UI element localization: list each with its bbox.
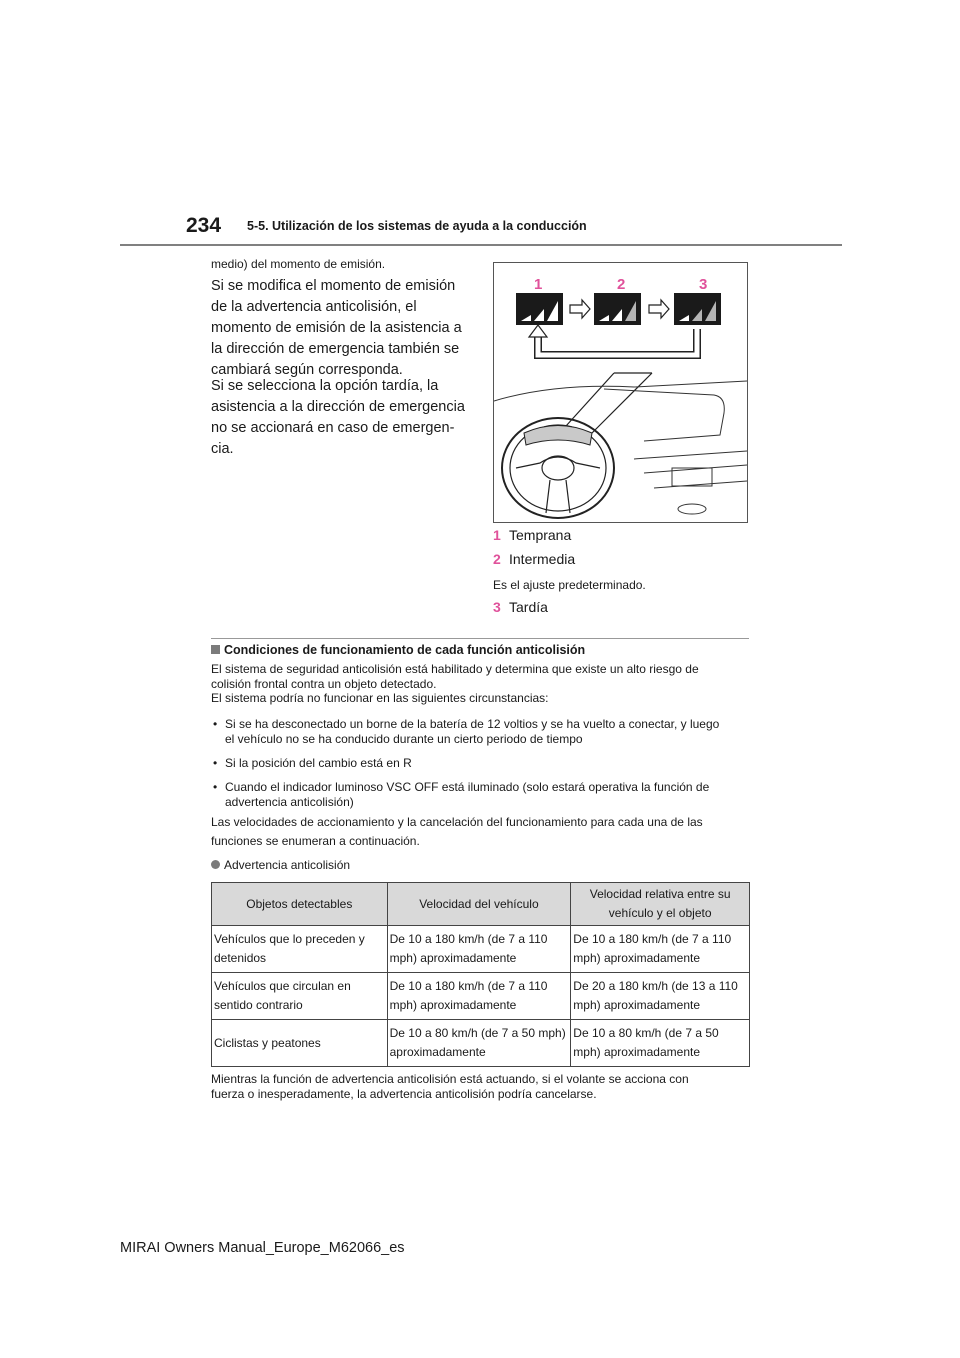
paragraph-late-option: Si se selecciona la opción tardía, la asistencia a la dirección de emergencia no se accionará en caso de emergen-cia. [211, 378, 465, 457]
figure-label-1: 1 [534, 276, 543, 293]
list-item-line: Si la posición del cambio está en R [225, 756, 412, 770]
continued-text: medio) del momento de emisión. [211, 257, 386, 271]
intro-line: colisión frontal contra un objeto detectado. [211, 676, 437, 691]
table-cell: De 10 a 80 km/h (de 7 a 50 mph) aproximadamente [387, 1020, 571, 1067]
table-cell: Vehículos que lo preceden y detenidos [212, 926, 388, 973]
table-header: Velocidad del vehículo [387, 883, 571, 926]
intro-line: El sistema de seguridad anticolisión está habilitado y determina que existe un alto riesgo de [211, 662, 699, 676]
legend-label: Tardía [509, 599, 548, 615]
arrow-up-icon [529, 325, 547, 337]
sub-heading [211, 858, 350, 872]
table-cell: De 10 a 80 km/h (de 7 a 50 mph) aproximadamente [571, 1020, 750, 1067]
table-cell: De 10 a 180 km/h (de 7 a 110 mph) aproximadamente [571, 926, 750, 973]
legend-number: 3 [493, 599, 501, 615]
legend-label: Intermedia [509, 551, 576, 567]
list-item: • Si se ha desconectado un borne de la batería de 12 voltios y se ha vuelto a conectar, y luego el vehículo no se ha conducido durante un cierto periodo de tiempo [211, 717, 756, 746]
table-header: Velocidad relativa entre su vehículo y el objeto [571, 883, 750, 926]
closing-line: fuerza o inesperadamente, la advertencia anticolisión podría cancelarse. [211, 1086, 597, 1101]
default-setting-note: Es el ajuste predeterminado. [493, 578, 646, 592]
legend-number: 1 [493, 527, 501, 543]
timing-setting-illustration [493, 262, 748, 523]
speeds-intro-line-1: Las velocidades de accionamiento y la cancelación del funcionamiento para cada una de las [211, 815, 703, 829]
table-cell: De 10 a 180 km/h (de 7 a 110 mph) aproximadamente [387, 926, 571, 973]
list-item-line: advertencia anticolisión) [225, 794, 354, 809]
legend-number: 2 [493, 551, 501, 567]
list-item-line: el vehículo no se ha conducido durante un cierto periodo de tiempo [225, 731, 583, 746]
arrow-right-icon [570, 300, 590, 318]
table-cell: De 20 a 180 km/h (de 13 a 110 mph) aproximadamente [571, 973, 750, 1020]
list-item-line: Si se ha desconectado un borne de la batería de 12 voltios y se ha vuelto a conectar, y luego [225, 717, 720, 731]
table-header: Objetos detectables [212, 883, 388, 926]
table-cell: Vehículos que circulan en sentido contrario [212, 973, 388, 1020]
square-bullet-icon [211, 645, 220, 654]
table-header-row [212, 883, 750, 926]
legend-item-late [493, 599, 548, 615]
legend-item-intermediate [493, 551, 575, 567]
list-item: • Si la posición del cambio está en R [211, 756, 756, 771]
circle-bullet-icon [211, 860, 220, 869]
table-row [212, 973, 750, 1020]
section-divider [211, 638, 749, 639]
closing-line: Mientras la función de advertencia anticolisión está actuando, si el volante se acciona con [211, 1072, 689, 1086]
conditions-heading-text: Condiciones de funcionamiento de cada función anticolisión [224, 643, 586, 657]
figure-label-3: 3 [699, 276, 708, 293]
steering-wheel-icon [502, 418, 614, 518]
page-number: 234 [186, 214, 222, 237]
table-cell: De 10 a 180 km/h (de 7 a 110 mph) aproximadamente [387, 973, 571, 1020]
table-row [212, 1020, 750, 1067]
screen-late-icon [674, 293, 721, 325]
paragraph-timing-change: Si se modifica el momento de emisión de la advertencia anticolisión, el momento de emisión de la asistencia a la dirección de emergencia también se cambiará según corresponda. [211, 278, 462, 378]
header-divider [120, 244, 842, 246]
speeds-intro-line-2: funciones se enumeran a continuación. [211, 834, 420, 848]
figure-label-2: 2 [617, 276, 626, 293]
intro-line: El sistema podría no funcionar en las siguientes circunstancias: [211, 691, 549, 705]
list-item-line: Cuando el indicador luminoso VSC OFF está iluminado (solo estará operativa la función de [225, 780, 710, 794]
footer-text: MIRAI Owners Manual_Europe_M62066_es [120, 1240, 405, 1256]
dashboard-illustration [494, 263, 747, 522]
table-row [212, 926, 750, 973]
conditions-intro [211, 662, 756, 706]
legend-label: Temprana [509, 527, 572, 543]
section-title: 5-5. Utilización de los sistemas de ayuda a la conducción [247, 219, 587, 233]
sub-heading-text: Advertencia anticolisión [224, 858, 351, 872]
arrow-right-icon [649, 300, 669, 318]
legend-item-early [493, 527, 571, 543]
table-cell: Ciclistas y peatones [212, 1020, 388, 1067]
closing-text [211, 1072, 756, 1101]
conditions-heading [211, 643, 585, 657]
speed-table [211, 882, 750, 1067]
list-item: • Cuando el indicador luminoso VSC OFF está iluminado (solo estará operativa la función de advertencia anticolisión) [211, 780, 756, 809]
screen-intermediate-icon [594, 293, 641, 325]
screen-early-icon [516, 293, 563, 325]
